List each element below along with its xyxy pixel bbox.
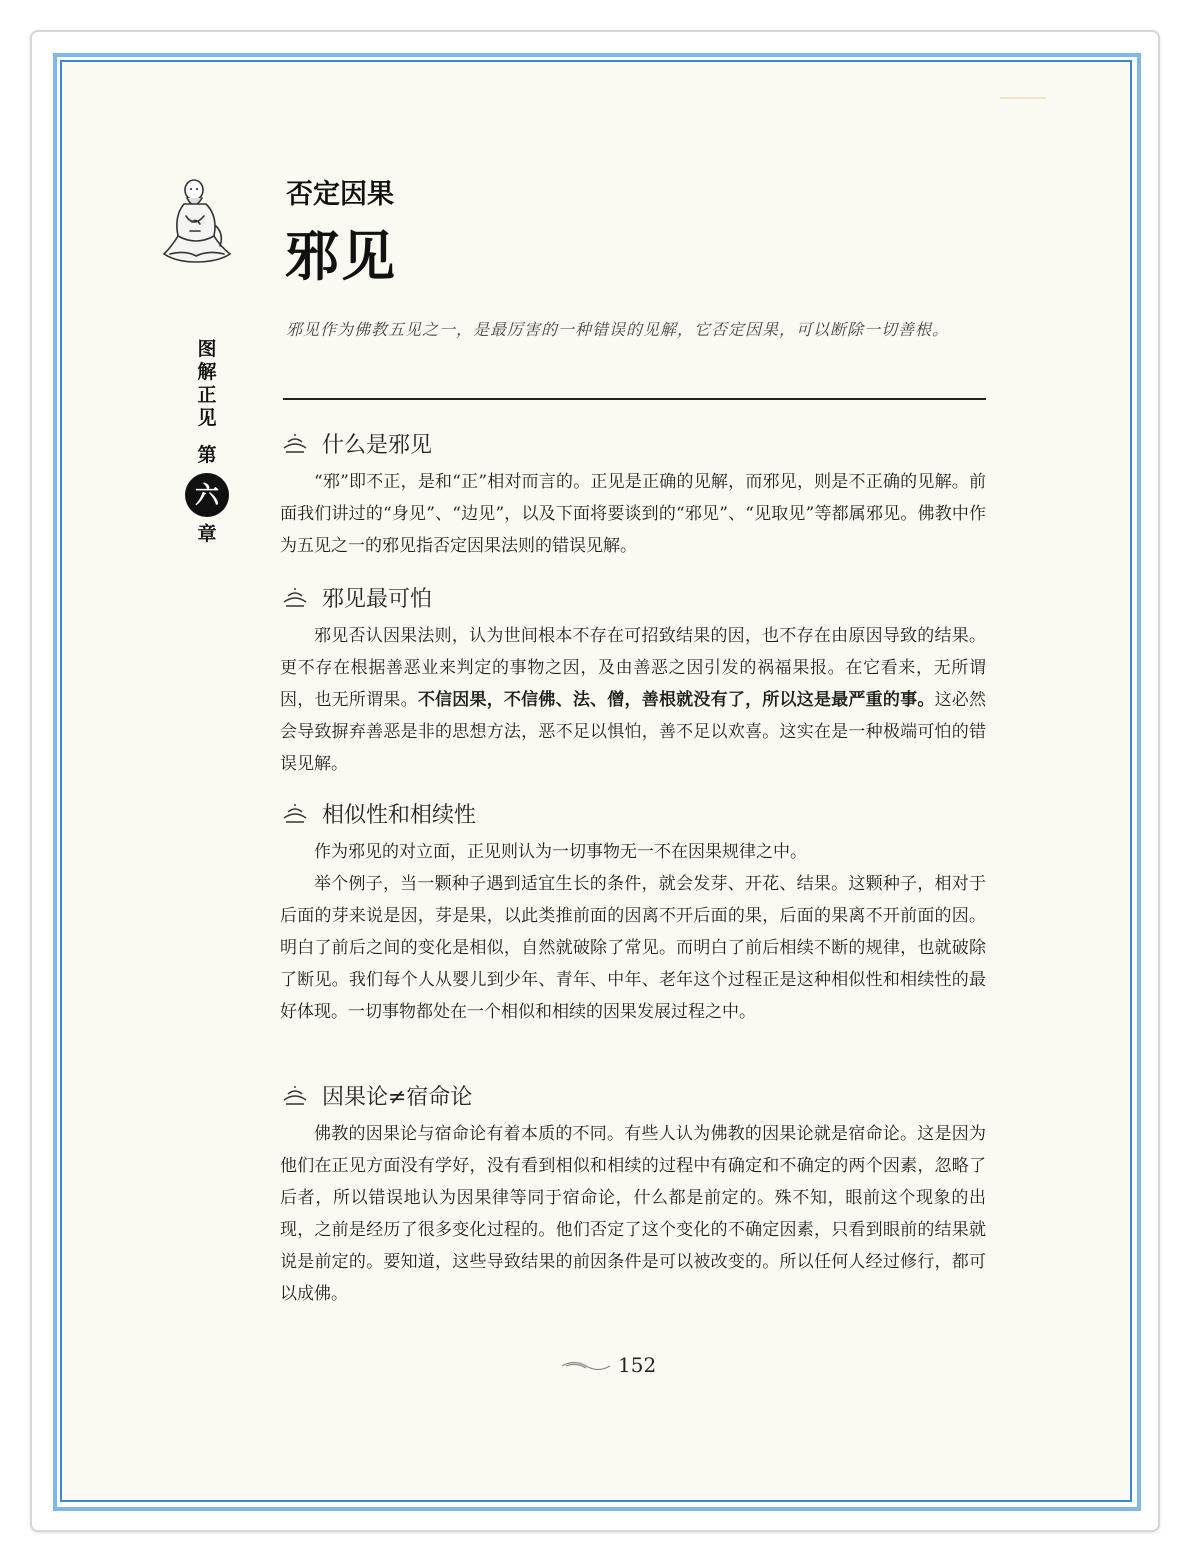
subtitle: 否定因果 bbox=[286, 179, 394, 210]
paragraph bbox=[280, 466, 986, 562]
section-heading-text: 邪见最可怕 bbox=[322, 586, 433, 612]
book-title-char: 图 bbox=[197, 338, 217, 360]
chapter-prefix: 第 bbox=[197, 444, 217, 466]
intro-text: 邪见作为佛教五见之一，是最厉害的一种错误的见解，它否定因果，可以断除一切善根。 bbox=[286, 320, 950, 339]
seated-monk-figure-icon bbox=[156, 176, 236, 272]
section bbox=[280, 428, 986, 562]
paragraph bbox=[280, 836, 986, 868]
section-heading bbox=[280, 798, 986, 828]
chapter-number-badge: 六 bbox=[185, 473, 229, 517]
section bbox=[280, 582, 986, 780]
paragraph-text: “邪”即不正，是和“正”相对而言的。正见是正确的见解，而邪见，则是不正确的见解。前面我们讲过的“身见”、“边见”，以及下面将要谈到的“邪见”、“见取见”等都属邪见。佛教中作为五见之一的邪见指否定因果法则的错误见解。 bbox=[280, 472, 986, 556]
section-heading-text: 什么是邪见 bbox=[322, 432, 433, 458]
lotus-bullet-icon bbox=[280, 802, 310, 824]
section-heading bbox=[280, 582, 986, 612]
paragraph bbox=[280, 868, 986, 1028]
chapter-suffix: 章 bbox=[197, 523, 217, 545]
section-heading-text: 相似性和相续性 bbox=[322, 802, 477, 828]
paragraph-text: 这必然会导致摒弃善恶是非的思想方法，恶不足以惧怕，善不足以欢喜。这实在是一种极端可怕的错误见解。 bbox=[280, 690, 987, 774]
section-heading bbox=[280, 428, 986, 458]
section-heading-text: 因果论≠宿命论 bbox=[322, 1084, 473, 1110]
page-ornament-icon bbox=[560, 1359, 612, 1373]
lotus-bullet-icon bbox=[280, 1084, 310, 1106]
paragraph-text: 佛教的因果论与宿命论有着本质的不同。有些人认为佛教的因果论就是宿命论。这是因为他们在正见方面没有学好，没有看到相似和相续的过程中有确定和不确定的两个因素，忽略了后者，所以错误地认为因果律等同于宿命论，什么都是前定的。殊不知，眼前这个现象的出现，之前是经历了很多变化过程的。他们否定了这个变化的不确定因素，只看到眼前的结果就说是前定的。要知道，这些导致结果的前因条件是可以被改变的。所以任何人经过修行，都可以成佛。 bbox=[280, 1124, 986, 1304]
paragraph-bold-text: 不信因果，不信佛、法、僧，善根就没有了，所以这是最严重的事。 bbox=[417, 690, 935, 710]
page-title: 邪见 bbox=[285, 225, 397, 288]
divider bbox=[283, 398, 986, 400]
section-heading bbox=[280, 1080, 986, 1110]
paragraph-text: 举个例子，当一颗种子遇到适宜生长的条件，就会发芽、开花、结果。这颗种子，相对于后面的芽来说是因，芽是果，以此类推前面的因离不开后面的果，后面的果离不开前面的因。明白了前后之间的变化是相似，自然就破除了常见。而明白了前后相续不断的规律，也就破除了断见。我们每个人从婴儿到少年、青年、中年、老年这个过程正是这种相似性和相续性的最好体现。一切事物都处在一个相似和相续的因果发展过程之中。 bbox=[280, 874, 986, 1022]
section bbox=[280, 798, 986, 1028]
chapter-spine bbox=[186, 338, 228, 546]
page-number-text: 152 bbox=[618, 1353, 657, 1377]
book-title-char: 解 bbox=[197, 361, 217, 383]
paragraph-text: 作为邪见的对立面，正见则认为一切事物无一不在因果规律之中。 bbox=[314, 842, 807, 862]
paragraph bbox=[280, 1118, 986, 1310]
lotus-bullet-icon bbox=[280, 432, 310, 454]
paragraph bbox=[280, 620, 986, 780]
page-number bbox=[560, 1353, 670, 1379]
section bbox=[280, 1080, 986, 1310]
paragraph-text: 邪见否认因果法则，认为世间根本不存在可招致结果的因，也不存在由原因导致的结果。更不存在根据善恶业来判定的事物之因，及由善恶之因引发的祸福果报。在它看来，无所谓因，也无所谓果。 bbox=[280, 626, 986, 710]
corner-mark bbox=[1000, 97, 1046, 99]
lotus-bullet-icon bbox=[280, 586, 310, 608]
book-title-char: 见 bbox=[197, 407, 217, 429]
book-title-char: 正 bbox=[197, 384, 217, 406]
